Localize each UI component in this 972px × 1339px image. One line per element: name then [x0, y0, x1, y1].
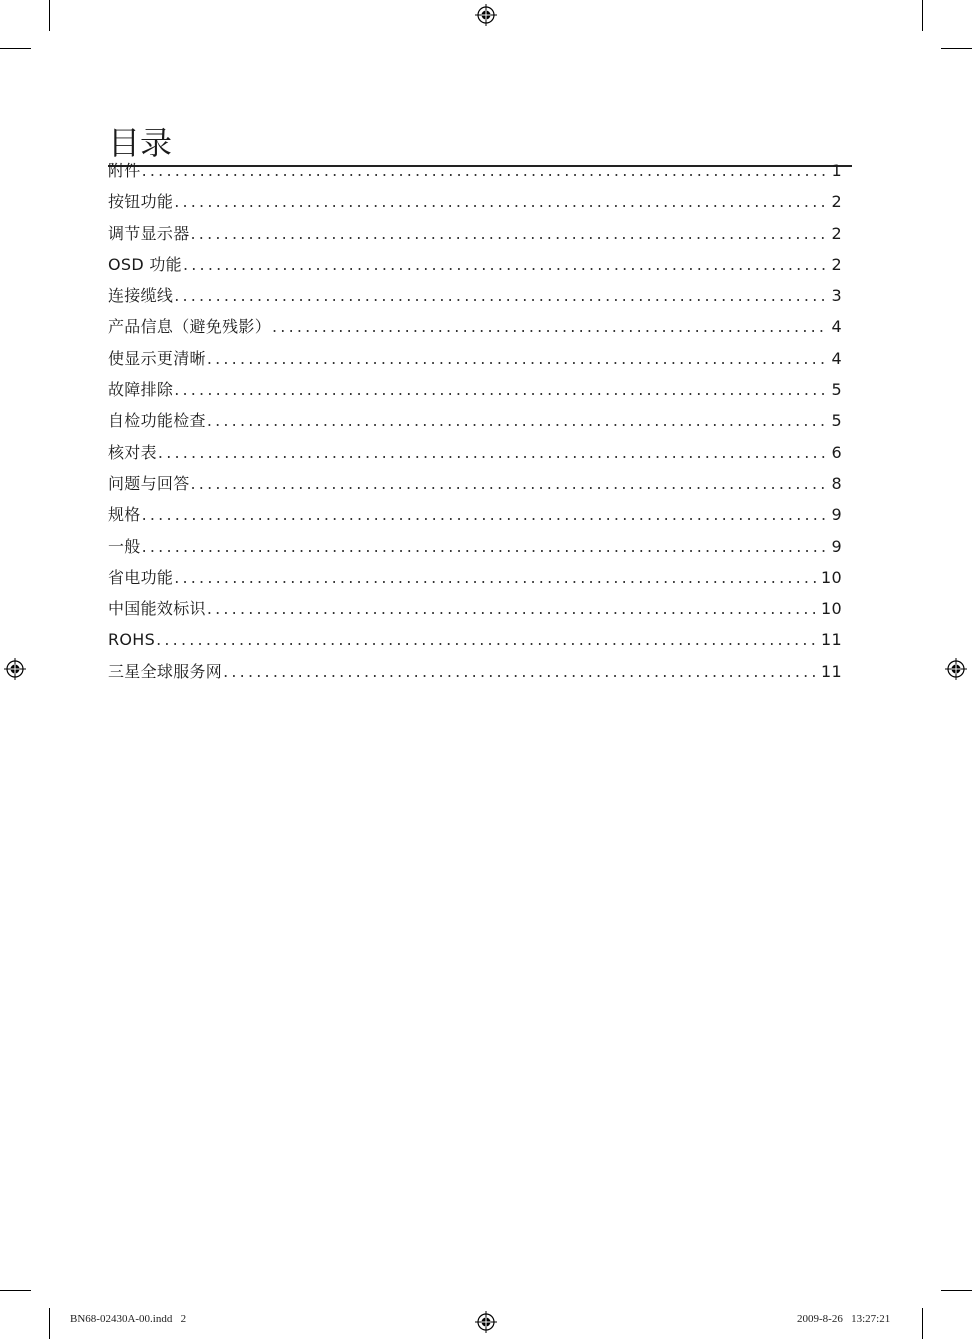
- slug-timestamp: 2009-8-26 13:27:21: [797, 1313, 891, 1325]
- dot-leader: [272, 311, 828, 342]
- crop-mark: [0, 48, 31, 49]
- toc-entry[interactable]: [108, 155, 842, 186]
- toc-entry-title: 问题与回答: [108, 473, 190, 493]
- toc-entry-page-number: 10: [821, 567, 842, 587]
- dot-leader: [174, 374, 827, 405]
- toc-entry-page-number: 2: [831, 254, 842, 274]
- toc-entry[interactable]: [108, 593, 842, 624]
- dot-leader: [158, 437, 828, 468]
- toc-entry[interactable]: [108, 437, 842, 468]
- dot-leader: [183, 249, 828, 280]
- toc-entry-title: 故障排除: [108, 380, 174, 400]
- toc-entry-page-number: 5: [831, 411, 842, 431]
- toc-entry[interactable]: [108, 249, 842, 280]
- toc-entry-title: 自检功能检查: [108, 411, 206, 431]
- dot-leader: [142, 531, 828, 562]
- toc-entry[interactable]: [108, 624, 842, 655]
- toc-entry[interactable]: [108, 468, 842, 499]
- toc-entry[interactable]: [108, 186, 842, 217]
- toc-entry-page-number: 5: [831, 380, 842, 400]
- dot-leader: [191, 468, 828, 499]
- crop-mark: [922, 1308, 923, 1339]
- toc-entry-page-number: 10: [821, 599, 842, 619]
- toc-entry-title: 按钮功能: [108, 192, 174, 212]
- page-title: 目录: [108, 121, 852, 167]
- registration-mark-icon: [475, 4, 497, 26]
- dot-leader: [174, 562, 817, 593]
- toc-entry-title: 规格: [108, 505, 141, 525]
- crop-mark: [922, 0, 923, 31]
- crop-mark: [941, 1290, 972, 1291]
- toc-entry[interactable]: [108, 343, 842, 374]
- toc-entry-page-number: 3: [831, 286, 842, 306]
- crop-mark: [49, 0, 50, 31]
- crop-mark: [941, 48, 972, 49]
- toc-entry-title: 中国能效标识: [108, 599, 206, 619]
- toc-entry[interactable]: [108, 374, 842, 405]
- toc-entry-page-number: 1: [831, 161, 842, 180]
- toc-entry-title: 调节显示器: [108, 223, 190, 243]
- toc-entry[interactable]: [108, 531, 842, 562]
- toc-entry-page-number: 9: [831, 505, 842, 525]
- crop-mark: [49, 1308, 50, 1339]
- registration-mark-icon: [4, 658, 26, 680]
- toc-entry-page-number: 4: [831, 348, 842, 368]
- toc-entry-title: 连接缆线: [108, 286, 174, 306]
- toc-entry-page-number: 11: [821, 630, 842, 650]
- toc-entry-page-number: 6: [831, 442, 842, 462]
- toc-entry-page-number: 2: [831, 192, 842, 212]
- registration-mark-icon: [945, 658, 967, 680]
- dot-leader: [207, 343, 828, 374]
- dot-leader: [207, 593, 817, 624]
- toc-entry-page-number: 11: [821, 661, 842, 681]
- toc-entry-title: 核对表: [108, 442, 157, 462]
- toc-entry[interactable]: [108, 311, 842, 342]
- toc-entry[interactable]: [108, 656, 842, 687]
- toc-entry[interactable]: [108, 405, 842, 436]
- toc-entry-page-number: 2: [831, 223, 842, 243]
- toc-entry-title: ROHS: [108, 630, 156, 650]
- toc-entry-title: 一般: [108, 536, 141, 556]
- toc-entry-title: OSD 功能: [108, 254, 182, 274]
- toc-entry-title: 使显示更清晰: [108, 348, 206, 368]
- toc-entry-page-number: 4: [831, 317, 842, 337]
- toc-entry[interactable]: [108, 280, 842, 311]
- dot-leader: [174, 186, 827, 217]
- toc-entry[interactable]: [108, 218, 842, 249]
- dot-leader: [207, 405, 828, 436]
- toc-list: [108, 155, 842, 687]
- slug-filename: BN68-02430A-00.indd 2: [70, 1313, 187, 1325]
- toc-entry-page-number: 8: [831, 473, 842, 493]
- dot-leader: [174, 280, 827, 311]
- dot-leader: [142, 499, 828, 530]
- dot-leader: [223, 656, 817, 687]
- toc-entry[interactable]: [108, 562, 842, 593]
- dot-leader: [191, 218, 828, 249]
- toc-entry-page-number: 9: [831, 536, 842, 556]
- toc-entry-title: 省电功能: [108, 567, 174, 587]
- toc-entry-title: 附件: [108, 161, 141, 180]
- toc-entry-title: 三星全球服务网: [108, 661, 223, 681]
- toc-entry-title: 产品信息（避免残影）: [108, 317, 272, 337]
- toc-entry[interactable]: [108, 499, 842, 530]
- dot-leader: [142, 155, 828, 186]
- crop-mark: [0, 1290, 31, 1291]
- dot-leader: [156, 624, 817, 655]
- registration-mark-icon: [475, 1311, 497, 1333]
